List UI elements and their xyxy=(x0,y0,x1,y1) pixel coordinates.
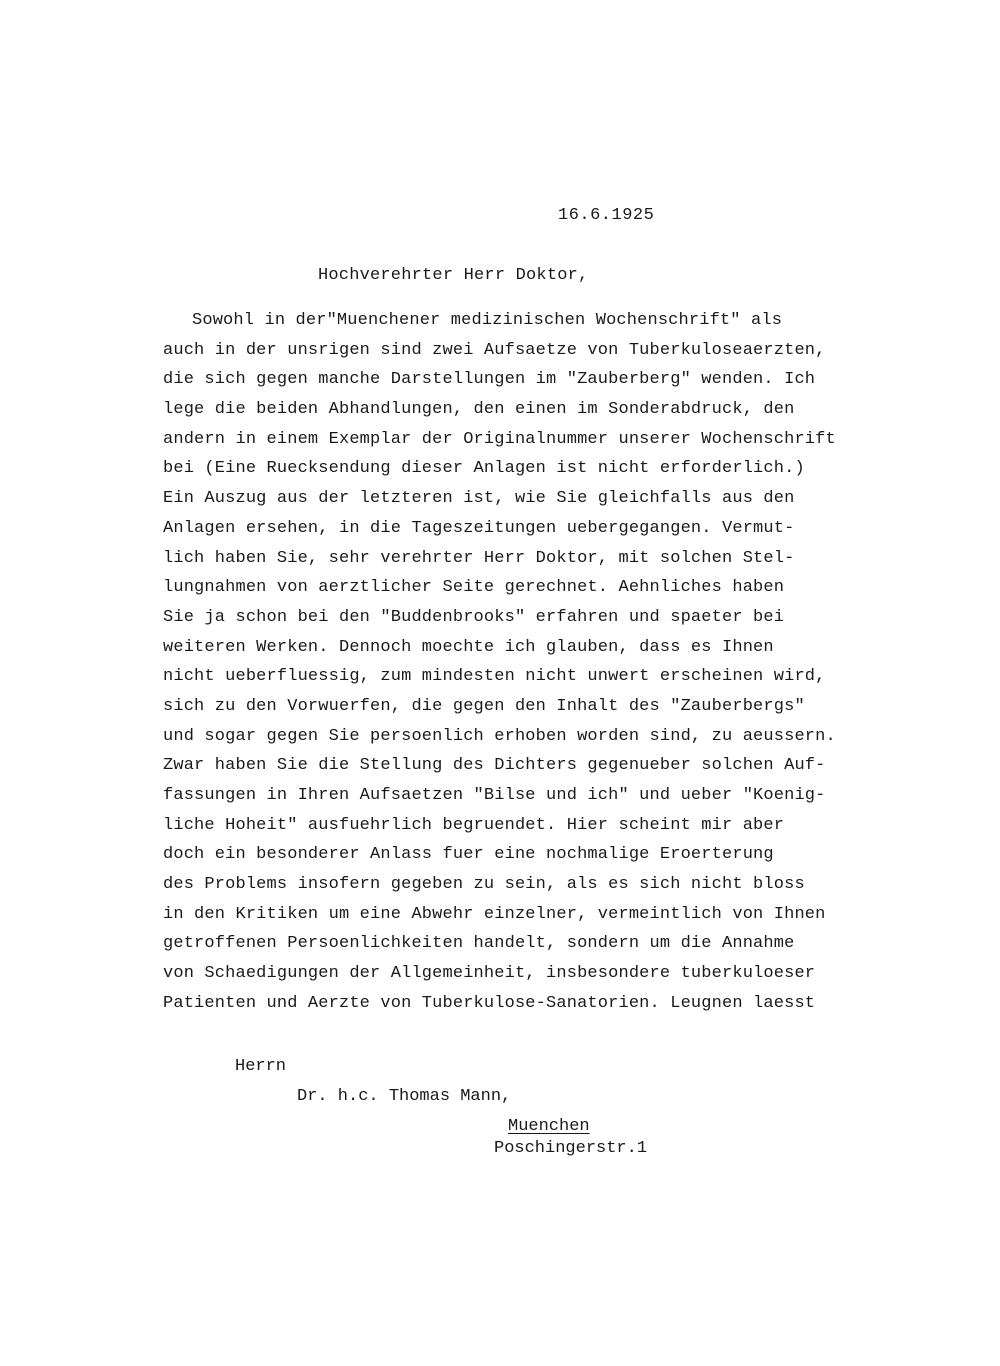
body-line: doch ein besonderer Anlass fuer eine nochmalige Eroerterung xyxy=(163,845,774,865)
body-line: Sie ja schon bei den "Buddenbrooks" erfahren und spaeter bei xyxy=(163,607,785,627)
body-line: Ein Auszug aus der letzteren ist, wie Sie gleichfalls aus den xyxy=(163,489,795,509)
body-line: in den Kritiken um eine Abwehr einzelner, vermeintlich von Ihnen xyxy=(163,904,826,924)
salutation: Hochverehrter Herr Doktor, xyxy=(318,266,589,285)
body-line: die sich gegen manche Darstellungen im "Zauberberg" wenden. Ich xyxy=(163,370,816,390)
letter-date: 16.6.1925 xyxy=(558,206,655,225)
address-herrn: Herrn xyxy=(235,1057,287,1076)
body-line: lungnahmen von aerztlicher Seite gerechnet. Aehnliches haben xyxy=(163,578,785,598)
body-line: lich haben Sie, sehr verehrter Herr Doktor, mit solchen Stel- xyxy=(163,548,795,568)
letter-body xyxy=(163,306,853,1019)
address-city: Muenchen xyxy=(508,1117,590,1136)
body-line: lege die beiden Abhandlungen, den einen im Sonderabdruck, den xyxy=(163,400,795,420)
body-line: liche Hoheit" ausfuehrlich begruendet. Hier scheint mir aber xyxy=(163,815,785,835)
body-line: Patienten und Aerzte von Tuberkulose-Sanatorien. Leugnen laesst xyxy=(163,993,816,1013)
body-line: weiteren Werken. Dennoch moechte ich glauben, dass es Ihnen xyxy=(163,637,774,657)
body-line: bei (Eine Ruecksendung dieser Anlagen ist nicht erforderlich.) xyxy=(163,459,805,479)
body-line: sich zu den Vorwuerfen, die gegen den Inhalt des "Zauberbergs" xyxy=(163,696,805,716)
address-recipient-name: Dr. h.c. Thomas Mann, xyxy=(297,1087,512,1106)
body-line: andern in einem Exemplar der Originalnummer unserer Wochenschrift xyxy=(163,429,836,449)
body-line: fassungen in Ihren Aufsaetzen "Bilse und ich" und ueber "Koenig- xyxy=(163,786,826,805)
body-line: getroffenen Persoenlichkeiten handelt, sondern um die Annahme xyxy=(163,934,795,954)
body-line: Anlagen ersehen, in die Tageszeitungen uebergegangen. Vermut- xyxy=(163,518,795,538)
body-line: nicht ueberfluessig, zum mindesten nicht unwert erscheinen wird, xyxy=(163,667,826,687)
body-line: und sogar gegen Sie persoenlich erhoben worden sind, zu aeussern. xyxy=(163,726,836,746)
body-line: des Problems insofern gegeben zu sein, als es sich nicht bloss xyxy=(163,875,805,895)
body-line: von Schaedigungen der Allgemeinheit, insbesondere tuberkuloeser xyxy=(163,964,816,984)
body-line: Sowohl in der"Muenchener medizinischen Wochenschrift" als xyxy=(192,311,783,330)
body-line: Zwar haben Sie die Stellung des Dichters gegenueber solchen Auf- xyxy=(163,756,826,776)
address-street: Poschingerstr.1 xyxy=(494,1139,648,1158)
body-line: auch in der unsrigen sind zwei Aufsaetze von Tuberkuloseaerzten, xyxy=(163,340,826,360)
